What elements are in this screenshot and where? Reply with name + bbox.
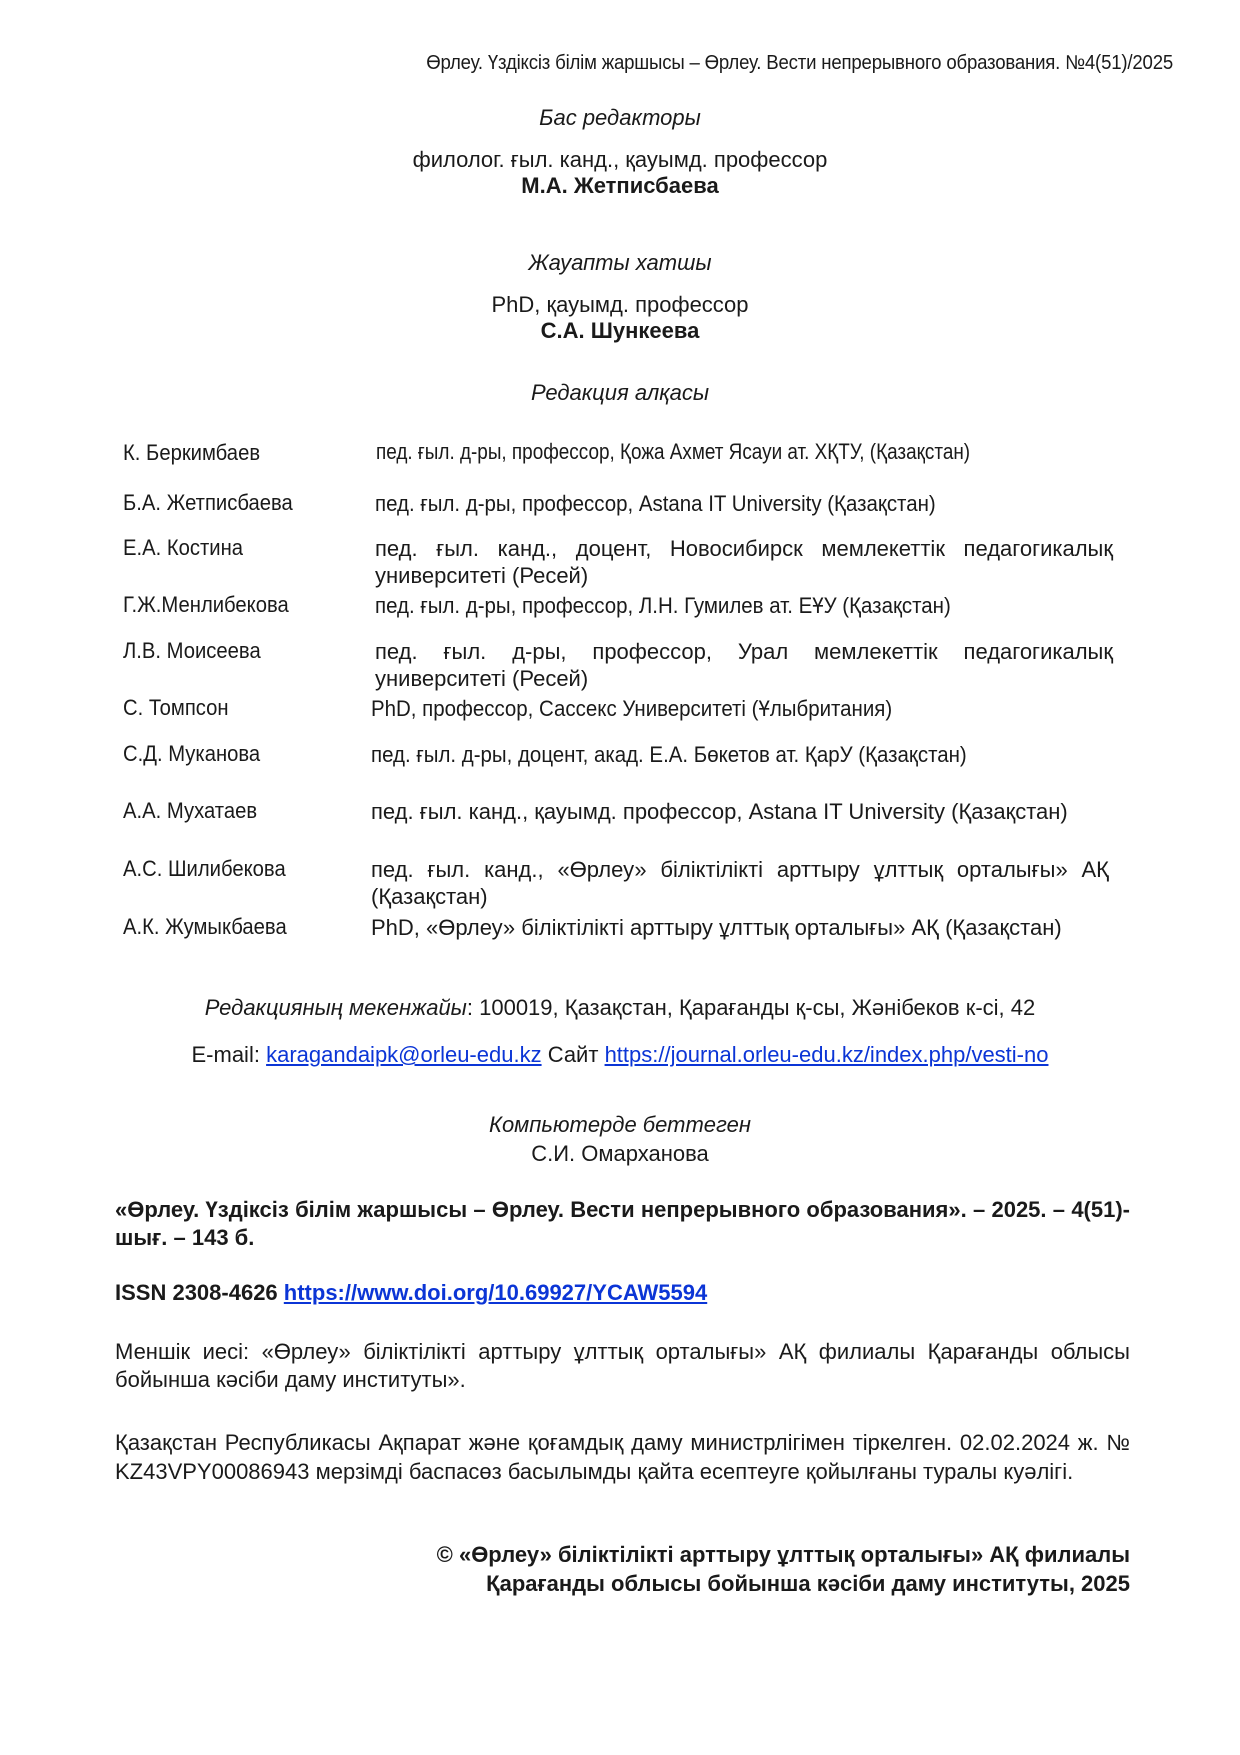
website-link[interactable]: https://journal.orleu-edu.kz/index.php/vesti-no xyxy=(604,1042,1049,1067)
doi-link[interactable]: https://www.doi.org/10.69927/YCAW5594 xyxy=(283,1280,708,1305)
board-member-name: Е.А. Костина xyxy=(123,535,244,560)
board-member-name: Л.В. Моисеева xyxy=(123,638,261,663)
editor-in-chief-section xyxy=(0,105,1240,131)
board-member-affiliation: пед. ғыл. д-ры, профессор, Л.Н. Гумилев ат. ЕҰУ (Қазақстан) xyxy=(375,593,951,618)
copyright-notice xyxy=(437,1540,1130,1598)
address-value: 100019, Қазақстан, Қарағанды қ-сы, Жәнібеков к-сі, 42 xyxy=(473,995,1036,1020)
typesetting-role: Компьютерде беттеген xyxy=(488,1112,751,1137)
editor-in-chief-credentials: филолог. ғыл. канд., қауымд. профессор xyxy=(412,147,828,172)
editor-in-chief-details xyxy=(0,147,1240,199)
board-member-affiliation: PhD, профессор, Сассекс Университеті (Ұлыбритания) xyxy=(371,696,893,721)
board-member-name: А.С. Шилибекова xyxy=(123,856,286,881)
executive-secretary-name: С.А. Шункеева xyxy=(540,318,700,343)
editorial-address xyxy=(0,995,1240,1021)
contact-line xyxy=(0,1042,1240,1068)
board-member-affiliation: пед. ғыл. д-ры, профессор, Урал мемлекеттік педагогикалық университеті (Ресей) xyxy=(375,639,1113,691)
board-member-name: А.А. Мухатаев xyxy=(123,798,258,823)
editorial-board-heading xyxy=(0,380,1240,406)
email-label: E-mail: xyxy=(191,1042,260,1067)
issn-label: ISSN 2308-4626 xyxy=(115,1280,278,1305)
editorial-board-title: Редакция алқасы xyxy=(530,380,710,405)
board-member-name: К. Беркимбаев xyxy=(123,440,261,465)
board-member-affiliation: пед. ғыл. канд., доцент, Новосибирск мемлекеттік педагогикалық университеті (Ресей) xyxy=(375,536,1113,588)
email-link[interactable]: karagandaipk@orleu-edu.kz xyxy=(266,1042,542,1067)
issn-line xyxy=(115,1280,707,1306)
owner-statement: Меншік иесі: «Өрлеу» біліктілікті арттыру ұлттық орталығы» АҚ филиалы Қарағанды облысы бойынша кәсіби даму институты». xyxy=(115,1339,1130,1392)
executive-secretary-section xyxy=(0,250,1240,276)
board-member-affiliation: пед. ғыл. д-ры, профессор, Astana IT University (Қазақстан) xyxy=(375,491,936,516)
typesetting-name: С.И. Омарханова xyxy=(531,1141,709,1166)
board-member-affiliation: пед. ғыл. д-ры, доцент, акад. Е.А. Бөкетов ат. ҚарУ (Қазақстан) xyxy=(371,742,967,767)
board-member-affiliation: пед. ғыл. канд., «Өрлеу» біліктілікті арттыру ұлттық орталығы» АҚ (Қазақстан) xyxy=(371,857,1109,909)
running-header: Өрлеу. Үздіксіз білім жаршысы – Өрлеу. Вести непрерывного образования. №4(51)/2025 xyxy=(426,52,1173,74)
typesetting-credit xyxy=(0,1110,1240,1168)
board-member-affiliation: пед. ғыл. д-ры, профессор, Қожа Ахмет Ясауи ат. ХҚТУ, (Қазақстан) xyxy=(376,439,971,464)
copyright-line-1: © «Өрлеу» біліктілікті арттыру ұлттық орталығы» АҚ филиалы xyxy=(436,1542,1130,1567)
registration-statement: Қазақстан Республикасы Ақпарат және қоғамдық даму министрлігімен тіркелген. 02.02.2024 ж. № KZ43VPY00086943 мерзімді баспасөз басылымды қайта есептеуге қойылғаны туралы куәлігі. xyxy=(115,1430,1130,1484)
executive-secretary-details xyxy=(0,292,1240,344)
address-separator: : xyxy=(466,995,473,1020)
board-member-affiliation: пед. ғыл. канд., қауымд. профессор, Astana IT University (Қазақстан) xyxy=(371,799,1068,824)
board-member-name: Б.А. Жетписбаева xyxy=(123,490,293,515)
address-label: Редакцияның мекенжайы xyxy=(204,995,467,1020)
site-label: Сайт xyxy=(541,1042,599,1067)
board-member-name: С. Томпсон xyxy=(123,695,229,720)
board-member-affiliation: PhD, «Өрлеу» біліктілікті арттыру ұлттық орталығы» АҚ (Қазақстан) xyxy=(371,915,1062,940)
executive-secretary-role: Жауапты хатшы xyxy=(528,250,712,275)
editor-in-chief-role: Бас редакторы xyxy=(539,105,701,130)
editor-in-chief-name: М.А. Жетписбаева xyxy=(521,173,719,198)
board-member-name: С.Д. Муканова xyxy=(123,741,261,766)
copyright-line-2: Қарағанды облысы бойынша кәсіби даму институты, 2025 xyxy=(486,1571,1130,1596)
board-member-name: А.К. Жумыкбаева xyxy=(123,914,287,939)
journal-citation: «Өрлеу. Үздіксіз білім жаршысы – Өрлеу. Вести непрерывного образования». – 2025. – 4(51)-шығ. – 143 б. xyxy=(115,1197,1130,1250)
executive-secretary-credentials: PhD, қауымд. профессор xyxy=(491,292,749,317)
board-member-name: Г.Ж.Менлибекова xyxy=(123,592,289,617)
